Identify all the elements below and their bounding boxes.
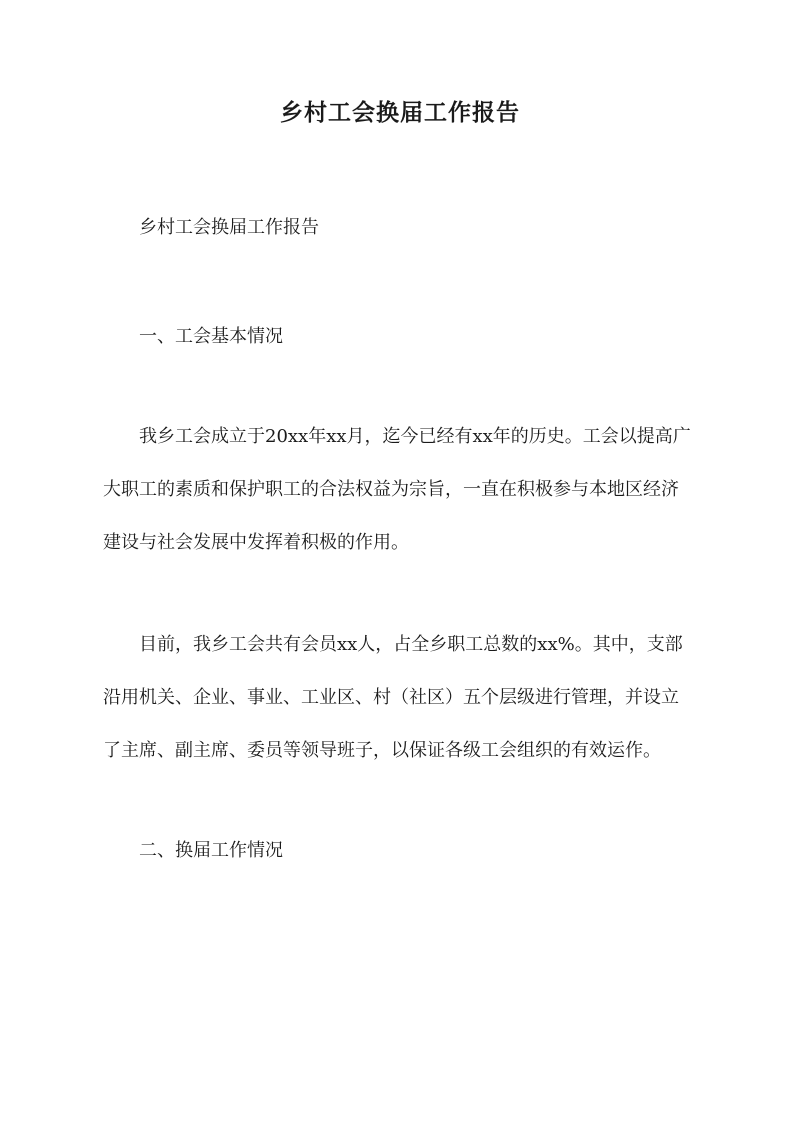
paragraph-history [103, 410, 703, 569]
paragraph-line: 我乡工会成立于20xx年xx月，迄今已经有xx年的历史。工会以提高广 [139, 426, 691, 447]
document-subtitle [103, 201, 703, 254]
document-title: 乡村工会换届工作报告 [280, 99, 520, 126]
paragraph-line: 大职工的素质和保护职工的合法权益为宗旨，一直在积极参与本地区经济 [103, 479, 679, 500]
paragraph-line: 沿用机关、企业、事业、工业区、村（社区）五个层级进行管理，并设立 [103, 687, 679, 708]
subtitle-line: 乡村工会换届工作报告 [139, 217, 319, 238]
section-heading-election-work [103, 824, 703, 877]
paragraph-line: 建设与社会发展中发挥着积极的作用。 [103, 532, 409, 553]
paragraph-membership [103, 618, 703, 777]
section-heading-text: 一、工会基本情况 [139, 326, 283, 347]
paragraph-line: 目前，我乡工会共有会员xx人，占全乡职工总数的xx%。其中，支部 [139, 634, 683, 655]
section-heading-basic-info [103, 310, 703, 363]
section-heading-text: 二、换届工作情况 [139, 840, 283, 861]
paragraph-line: 了主席、副主席、委员等领导班子，以保证各级工会组织的有效运作。 [103, 740, 661, 761]
